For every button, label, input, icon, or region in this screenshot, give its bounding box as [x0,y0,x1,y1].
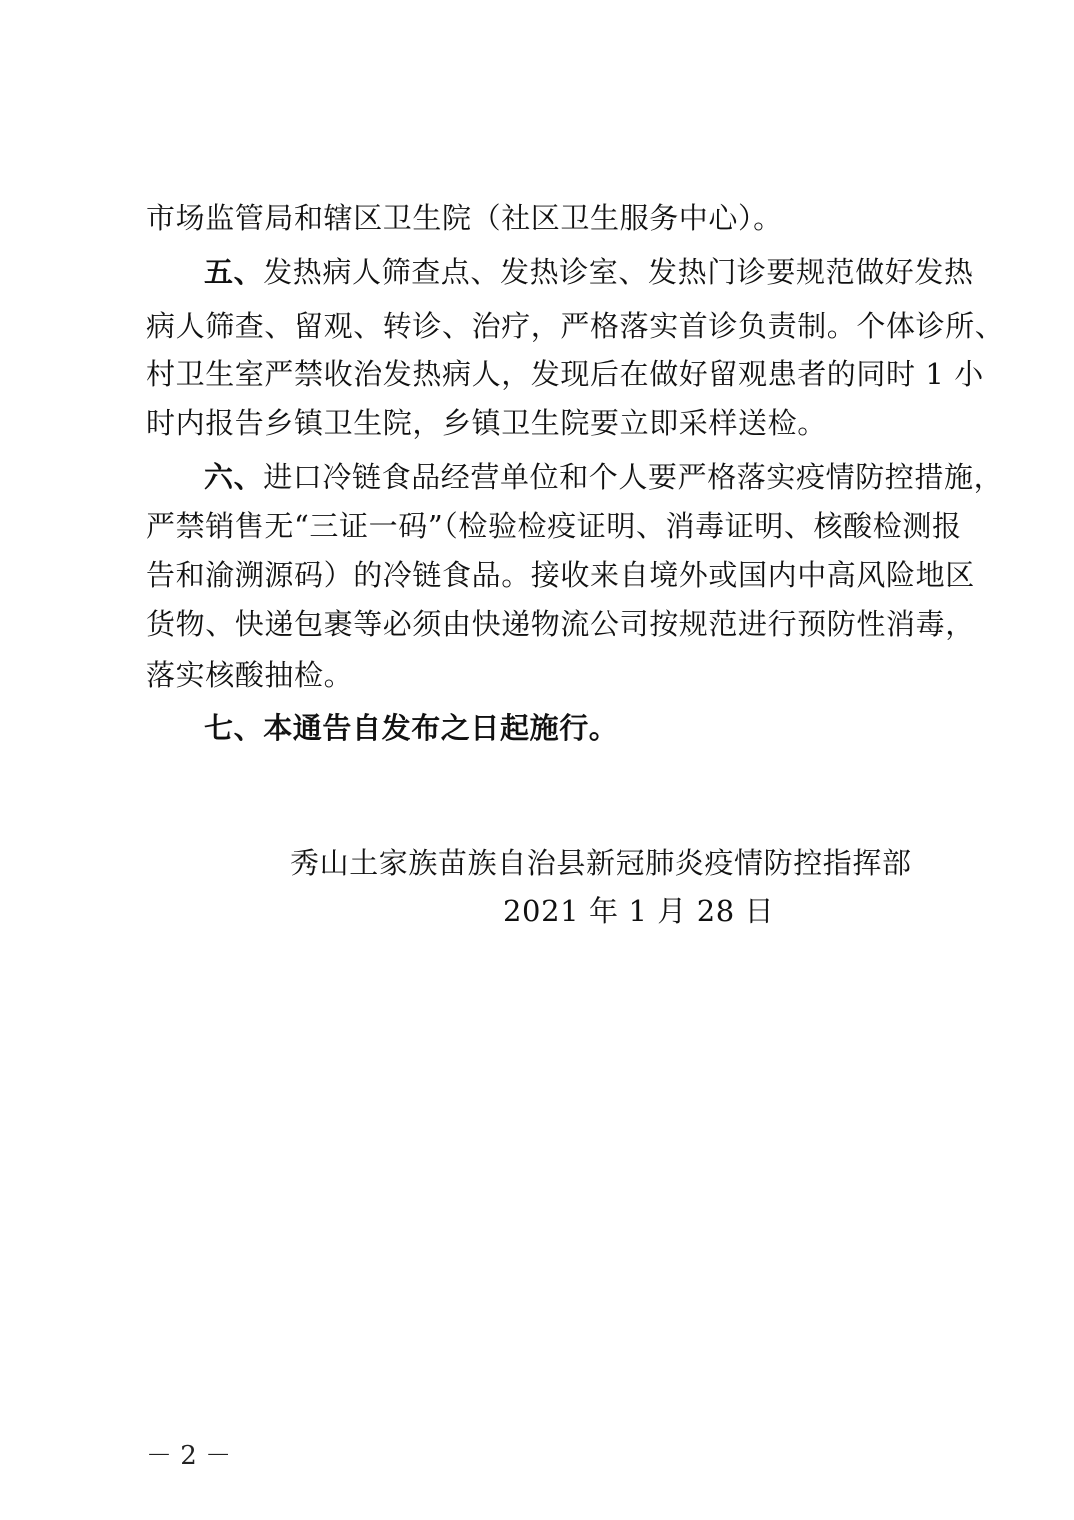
paragraph-5-line-2: 病人筛查、留观、转诊、治疗，严格落实首诊负责制。个体诊所、 [146,309,1005,343]
paragraph-7: 七、本通告自发布之日起施行。 [204,711,619,745]
paragraph-5-text: 发热病人筛查点、发热诊室、发热门诊要规范做好发热 [263,255,974,289]
paragraph-6-line-3: 告和渝溯源码）的冷链食品。接收来自境外或国内中高风险地区 [146,558,975,592]
paragraph-6-heading: 六、 [204,460,264,494]
paragraph-6-text: 进口冷链食品经营单位和个人要严格落实疫情防控措施， [263,460,1004,494]
paragraph-5-line-4: 时内报告乡镇卫生院，乡镇卫生院要立即采样送检。 [146,406,827,440]
paragraph-4-tail: 市场监管局和辖区卫生院（社区卫生服务中心）。 [146,201,783,235]
paragraph-5-line-1 [204,254,974,290]
paragraph-6-line-5: 落实核酸抽检。 [146,658,354,692]
paragraph-6-line-4: 货物、快递包裹等必须由快递物流公司按规范进行预防性消毒， [146,607,975,641]
signature-organization: 秀山土家族苗族自治县新冠肺炎疫情防控指挥部 [290,846,912,880]
paragraph-6-line-2: 严禁销售无“三证一码”（检验检疫证明、消毒证明、核酸检测报 [146,509,962,543]
paragraph-5-line-3: 村卫生室严禁收治发热病人，发现后在做好留观患者的同时 1 小 [146,357,984,391]
paragraph-6-line-1 [204,459,1003,495]
paragraph-5-heading: 五、 [204,255,264,289]
page-number: － 2 － [146,1441,232,1471]
signature-date: 2021 年 1 月 28 日 [503,894,775,928]
